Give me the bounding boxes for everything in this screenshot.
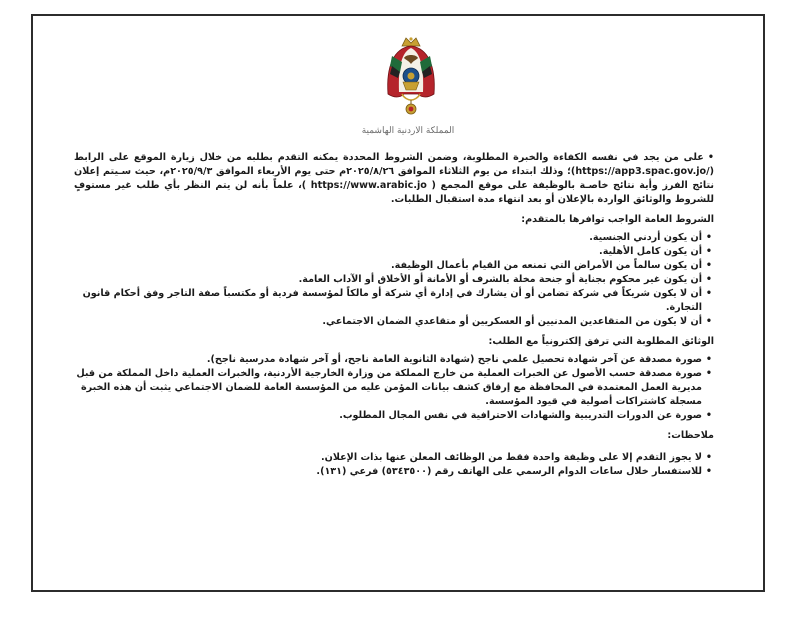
intro-line-3: المجمع ( https://www.arabic.jo )، علماً بأنه لن يتم النظر بأي طلب غير مستوفٍ للشروط والوثائق الواردة بالإعلان أو بعد انتهاء مدة استقبال الطلبات. bbox=[74, 180, 714, 205]
conditions-heading: الشروط العامة الواجب توافرها بالمتقدم: bbox=[521, 214, 714, 225]
notes-heading: ملاحظات: bbox=[667, 430, 714, 441]
list-item: • أن لا يكون شريكاً في شركة تضامن أو أن يشارك في إدارة أي شركة أو مالكاً لمؤسسة فردية أو مكتسباً صفة التاجر وفق أحكام قانون التجارة. bbox=[74, 287, 702, 315]
list-item: • أن يكون أردني الجنسية. bbox=[74, 231, 702, 245]
list-item: • صورة مصدقة حسب الأصول عن الخبرات العملية من خارج المملكة من وزارة الخارجية الأردنية، والخبرات العملية داخل المملكة من قبل مديرية العمل المعتمدة في المحافظة مع إرفاق كشف بيانات المؤمن عليه من المؤسسة العامة للضمان الاجتماعي يثبت أن هذه الخبرة مسجلة كاشتراكات أصولية في قيود المؤسسة. bbox=[74, 367, 702, 409]
documents-list bbox=[74, 353, 714, 423]
list-item: • لا يجوز التقدم إلا على وظيفة واحدة فقط من الوظائف المعلن عنها بذات الإعلان. bbox=[74, 451, 702, 465]
announcement-body bbox=[74, 151, 714, 483]
list-item: • أن يكون سالماً من الأمراض التي تمنعه من القيام بأعمال الوظيفة. bbox=[74, 259, 702, 273]
conditions-list bbox=[74, 231, 714, 329]
list-item: • للاستفسار خلال ساعات الدوام الرسمي على الهاتف رقم (٥٣٤٣٥٠٠) فرعي (١٣١). bbox=[74, 465, 702, 479]
jordan-coat-of-arms-icon bbox=[380, 36, 442, 116]
intro-line-2: وذلك ابتداء من يوم الثلاثاء الموافق ٢٠٢٥/٨/٢٦م حتى يوم الأربعاء الموافق ٢٠٢٥/٩/٣م، حيث سـيتم إعلان نتائج الفرز وأية نتائج خاصـة بالوظيفة على موقع bbox=[74, 166, 714, 191]
list-item: • أن يكون غير محكوم بجناية أو جنحة مخلة بالشرف أو الأمانة أو الأخلاق أو الآداب العامة. bbox=[74, 273, 702, 287]
intro-bullet: • bbox=[707, 152, 714, 163]
intro-line-1: على من يجد في نفسه الكفاءة والخبرة المطلوبة، وضمن الشروط المحددة يمكنه التقدم بطلبه من خلال زيارة الموقع على الرابط (/https://app3.spac.gov.jo)؛ bbox=[74, 152, 715, 177]
documents-heading: الوثائق المطلوبة التي ترفق إلكترونياً مع الطلب: bbox=[488, 336, 714, 347]
list-item: • صورة عن الدورات التدريبية والشهادات الاحترافية في نفس المجال المطلوب. bbox=[74, 409, 702, 423]
list-item: • أن يكون كامل الأهلية. bbox=[74, 245, 702, 259]
list-item: • أن لا يكون من المتقاعدين المدنيين أو العسكريين أو متقاعدي الضمان الاجتماعي. bbox=[74, 315, 702, 329]
intro-paragraph bbox=[74, 151, 714, 207]
list-item: • صورة مصدقة عن آخر شهادة تحصيل علمي ناجح (شهادة الثانوية العامة ناجح، أو آخر شهادة مدرسية ناجح). bbox=[74, 353, 702, 367]
kingdom-tagline: المملكة الأردنية الهاشمية bbox=[361, 126, 455, 136]
notes-list bbox=[74, 451, 714, 479]
